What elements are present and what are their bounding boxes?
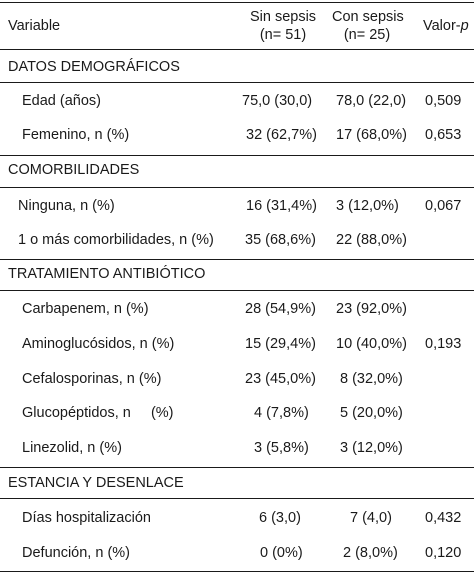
row-sin-value: 28 (54,9%)	[245, 301, 316, 317]
section-rule	[0, 82, 474, 83]
header-sin-sepsis-n: (n= 51)	[259, 27, 307, 43]
row-con-value: 8 (32,0%)	[340, 371, 403, 387]
row-p-value: 0,120	[425, 545, 462, 561]
section-rule	[0, 155, 474, 156]
row-sin-value: 35 (68,6%)	[245, 232, 316, 248]
row-label: Cefalosporinas, n (%)	[22, 371, 162, 387]
header-con-sepsis-n: (n= 25)	[343, 27, 391, 43]
row-sin-value: 4 (7,8%)	[254, 405, 309, 421]
row-p-value: 0,432	[425, 510, 462, 526]
row-sin-value: 0 (0%)	[260, 545, 303, 561]
row-p-value: 0,653	[425, 127, 462, 143]
row-con-value: 78,0 (22,0)	[336, 93, 407, 109]
row-p-value: 0,193	[425, 336, 462, 352]
row-label: Carbapenem, n (%)	[22, 301, 149, 317]
row-con-value: 3 (12,0%)	[340, 440, 403, 456]
section-rule	[0, 290, 474, 291]
bottom-rule	[0, 571, 474, 572]
header-valor-p	[423, 18, 469, 34]
row-con-value: 5 (20,0%)	[340, 405, 403, 421]
top-rule	[0, 2, 474, 3]
row-con-value: 10 (40,0%)	[336, 336, 407, 352]
row-label: Femenino, n (%)	[22, 127, 130, 143]
row-p-value: 0,067	[425, 198, 462, 214]
header-valor-label: Valor-	[423, 18, 461, 34]
section-title-comorbilidades: COMORBILIDADES	[8, 162, 140, 178]
row-label: 1 o más comorbilidades, n (%)	[18, 232, 214, 248]
row-sin-value: 23 (45,0%)	[245, 371, 316, 387]
row-sin-value: 6 (3,0)	[259, 510, 301, 526]
section-rule	[0, 498, 474, 499]
section-rule	[0, 187, 474, 188]
section-title-datos: DATOS DEMOGRÁFICOS	[8, 59, 180, 75]
row-sin-value: 3 (5,8%)	[254, 440, 309, 456]
row-sin-value: 15 (29,4%)	[245, 336, 316, 352]
row-con-value: 17 (68,0%)	[336, 127, 407, 143]
header-variable: Variable	[8, 18, 61, 34]
row-sin-value: 16 (31,4%)	[246, 198, 317, 214]
row-con-value: 23 (92,0%)	[336, 301, 407, 317]
row-label: Edad (años)	[22, 93, 101, 109]
row-label: Aminoglucósidos, n (%)	[22, 336, 175, 352]
row-con-value: 2 (8,0%)	[343, 545, 398, 561]
section-rule	[0, 259, 474, 260]
section-rule	[0, 467, 474, 468]
row-con-value: 22 (88,0%)	[336, 232, 407, 248]
row-label: Defunción, n (%)	[22, 545, 130, 561]
header-sin-sepsis	[248, 8, 318, 44]
section-title-tratamiento: TRATAMIENTO ANTIBIÓTICO	[8, 266, 206, 282]
header-con-sepsis	[332, 8, 402, 44]
section-title-estancia: ESTANCIA Y DESENLACE	[8, 475, 184, 491]
row-label: Días hospitalización	[22, 510, 151, 526]
header-sin-sepsis-label: Sin sepsis	[249, 9, 317, 25]
header-p-italic: p	[460, 18, 469, 34]
row-p-value: 0,509	[425, 93, 462, 109]
row-label: Linezolid, n (%)	[22, 440, 122, 456]
row-label: Glucopéptidos, n (%)	[22, 405, 174, 421]
row-sin-value: 32 (62,7%)	[246, 127, 317, 143]
header-con-sepsis-label: Con sepsis	[332, 9, 404, 25]
header-rule	[0, 49, 474, 50]
row-label: Ninguna, n (%)	[18, 198, 115, 214]
row-con-value: 7 (4,0)	[350, 510, 392, 526]
row-sin-value: 75,0 (30,0)	[242, 93, 313, 109]
row-con-value: 3 (12,0%)	[336, 198, 399, 214]
